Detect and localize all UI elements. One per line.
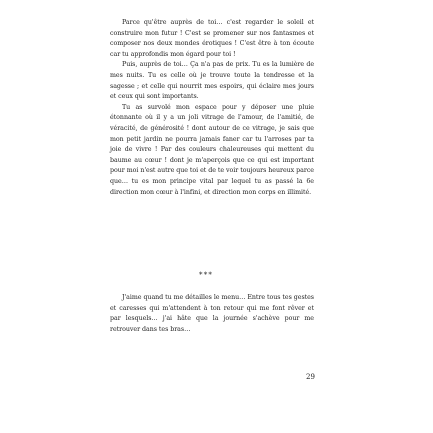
paragraph: Puis, auprès de toi… Ça n'a pas de prix. Tu es la lumière de mes nuits. Tu es celle où je trouve toute la tendresse et la sagesse ; et celle qui nourrit mes espoirs, qui éclaire mes jours et ceux qui sont importants. (110, 61, 314, 101)
text-block-bottom (110, 293, 314, 335)
text-block-top (110, 18, 314, 198)
page-number: 29 (306, 373, 315, 381)
paragraph: Tu as survolé mon espace pour y déposer une pluie étonnante où il y a un joli vitrage de l'amour, de l'amitié, de véracité, de générosité ! dont autour de ce vitrage, je sais que mon petit jardin ne pourra jamais faner car tu l'arroses par ta joie de vivre ! Par des couleurs chaleureuses qui mettent du baume au cœur ! dont je m'aperçois que ce qui est important pour moi n'est autre que toi et de te voir toujours heureux parce que… tu es mon principe vital par lequel tu as passé la 6e direction mon cœur à l'infini, et direction mon corps en illimité. (110, 103, 314, 196)
paragraph: Parce qu'être auprès de toi… c'est regarder le soleil et construire mon futur ! C'est se promener sur nos fantasmes et composer nos deux mondes érotiques ! C'est être à ton écoute car tu approfondis mon égard pour toi ! (110, 19, 314, 58)
paragraph: J'aime quand tu me détailles le menu… Entre tous tes gestes et caresses qui m'attendent à ton retour qui me font rêver et par lesquels… j'ai hâte que la journée s'achève pour me retrouver dans tes bras… (110, 294, 314, 333)
section-ornament: *** (199, 271, 214, 279)
